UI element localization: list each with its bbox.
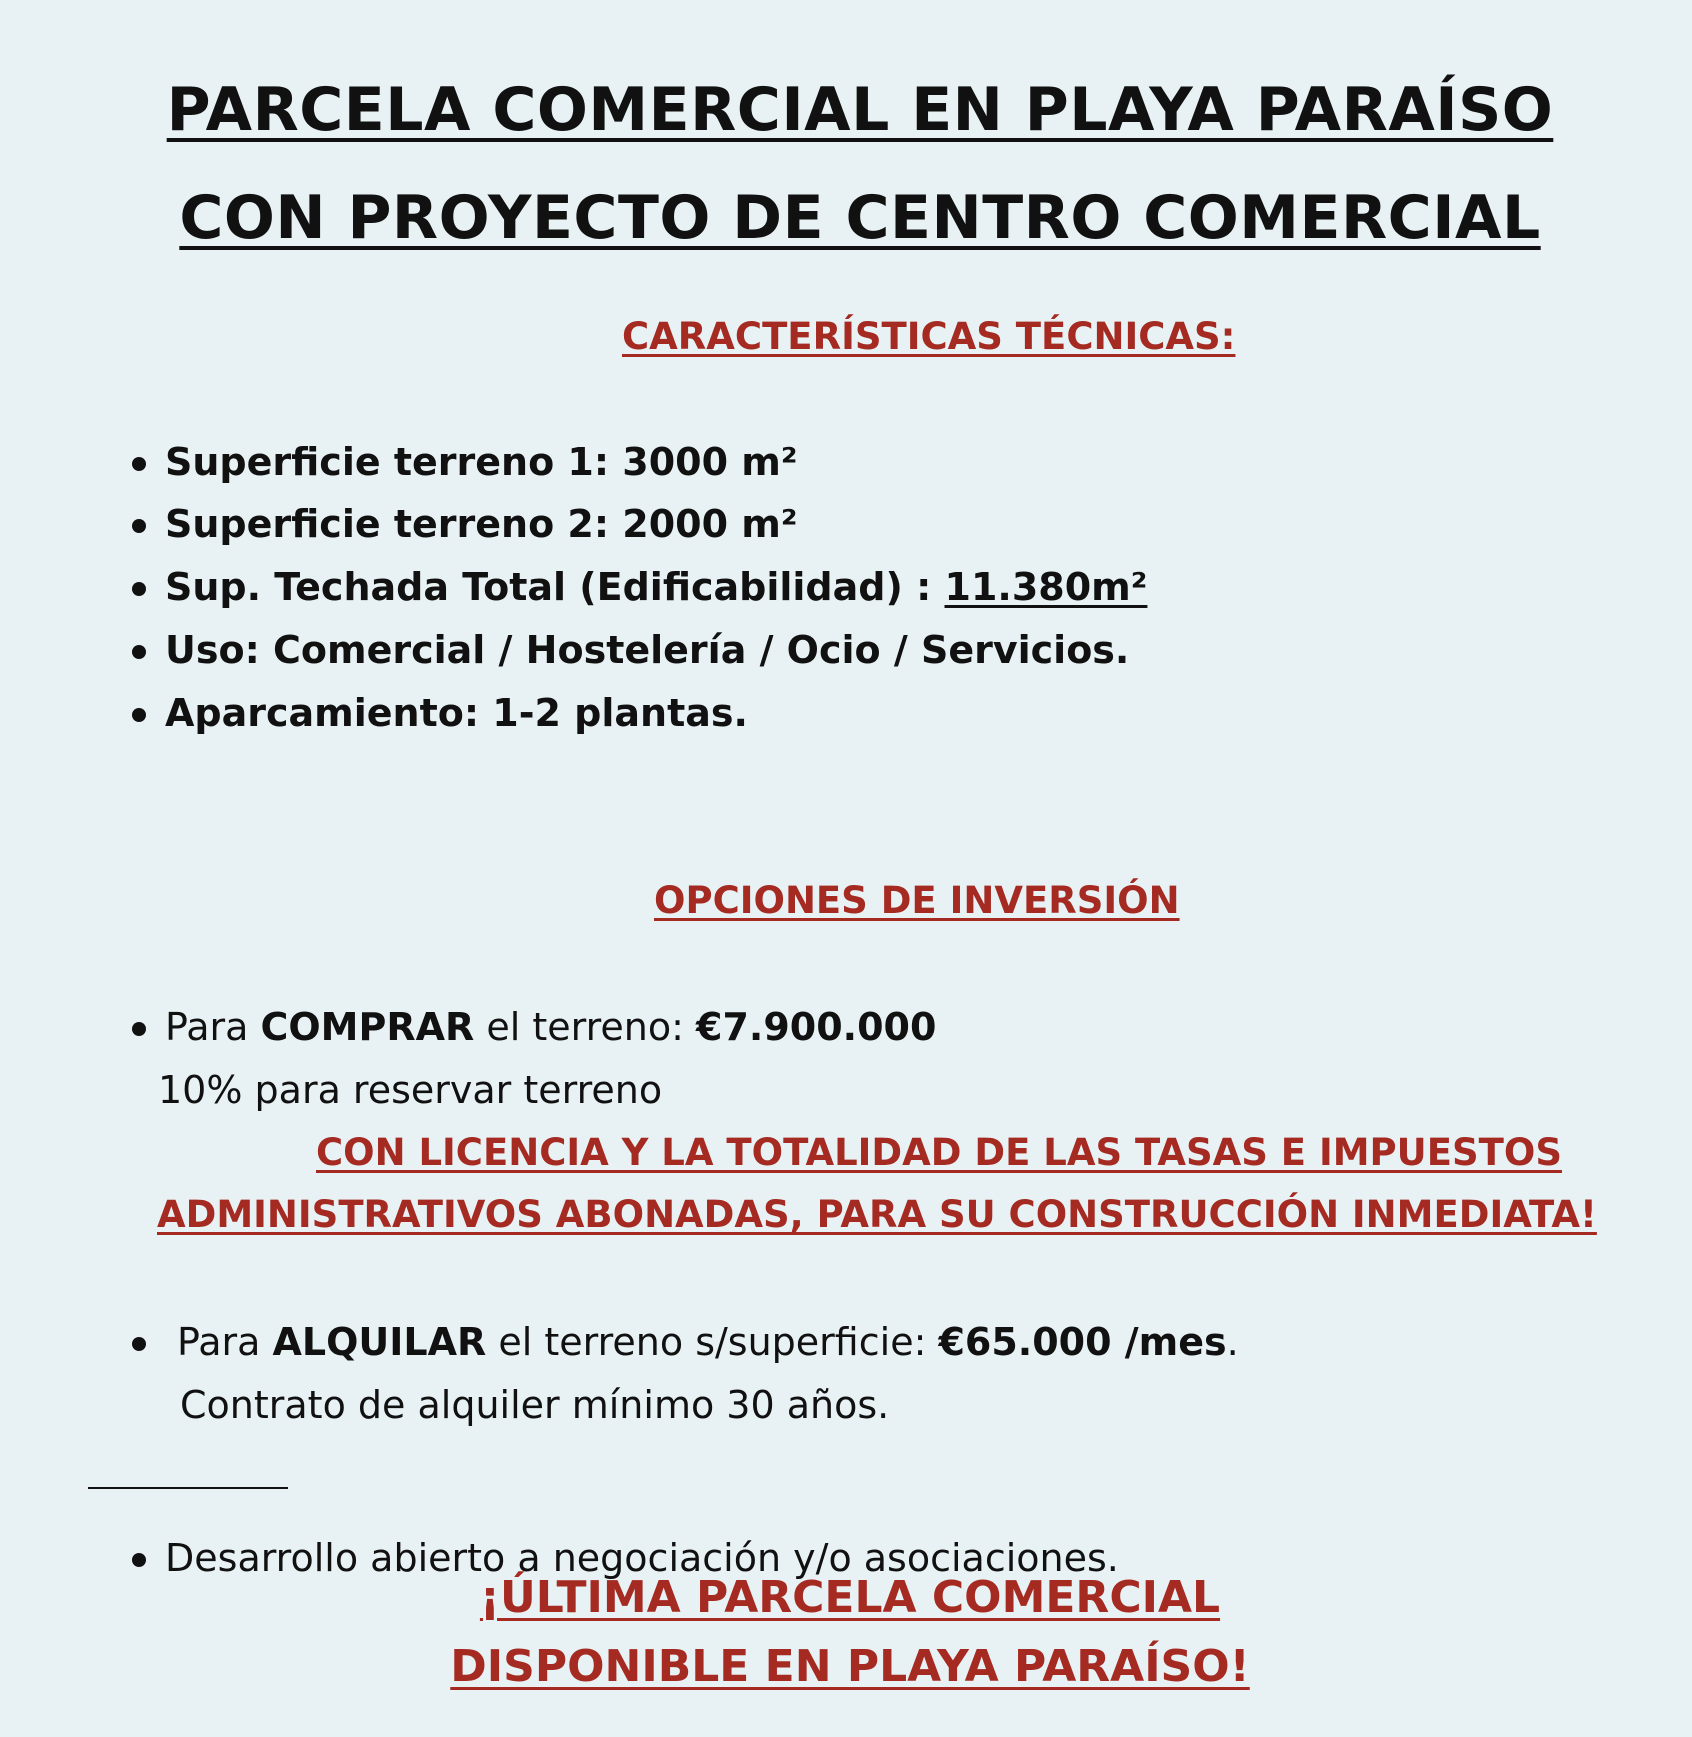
rent-action: ALQUILAR — [272, 1320, 487, 1364]
negotiation-item: Desarrollo abierto a negociación y/o asociaciones. — [165, 1536, 1119, 1580]
buy-reservation-note: 10% para reservar terreno — [158, 1068, 663, 1112]
buy-price: €7.900.000 — [696, 1005, 937, 1049]
rent-option — [177, 1318, 1239, 1366]
buy-middle: el terreno: — [474, 1005, 696, 1049]
bullet-icon — [132, 1553, 146, 1567]
rent-contract-note: Contrato de alquiler mínimo 30 años. — [180, 1383, 890, 1427]
rent-middle: el terreno s/superficie: — [486, 1320, 939, 1364]
license-notice-line-2: ADMINISTRATIVOS ABONADAS, PARA SU CONSTRUCCIÓN INMEDIATA! — [157, 1193, 1597, 1236]
buy-option — [165, 1003, 936, 1051]
list-item-uso: Uso: Comercial / Hostelería / Ocio / Servicios. — [165, 628, 1130, 672]
bullet-icon — [132, 708, 146, 722]
final-notice-line-1: ¡ÚLTIMA PARCELA COMERCIAL — [479, 1572, 1221, 1623]
bullet-icon — [132, 1337, 146, 1351]
edificabilidad-label: Sup. Techada Total (Edificabilidad) : — [165, 565, 945, 609]
list-item-edificabilidad — [165, 563, 1147, 611]
investment-heading: OPCIONES DE INVERSIÓN — [654, 879, 1180, 922]
page-title-line-1: PARCELA COMERCIAL EN PLAYA PARAÍSO — [166, 75, 1554, 145]
final-notice-line-2: DISPONIBLE EN PLAYA PARAÍSO! — [450, 1641, 1250, 1692]
rent-price: €65.000 /mes — [938, 1320, 1227, 1364]
bullet-icon — [132, 457, 146, 471]
rent-prefix: Para — [177, 1320, 273, 1364]
bullet-icon — [132, 582, 146, 596]
rent-suffix: . — [1226, 1320, 1239, 1364]
buy-prefix: Para — [165, 1005, 261, 1049]
technical-heading: CARACTERÍSTICAS TÉCNICAS: — [622, 315, 1236, 358]
buy-action: COMPRAR — [260, 1005, 475, 1049]
separator-line — [88, 1487, 288, 1489]
edificabilidad-value: 11.380m² — [944, 565, 1148, 609]
bullet-icon — [132, 1022, 146, 1036]
list-item-aparcamiento: Aparcamiento: 1-2 plantas. — [165, 691, 748, 735]
list-item-superficie-1: Superficie terreno 1: 3000 m² — [165, 440, 798, 484]
list-item-superficie-2: Superficie terreno 2: 2000 m² — [165, 502, 798, 546]
license-notice-line-1: CON LICENCIA Y LA TOTALIDAD DE LAS TASAS E IMPUESTOS — [316, 1131, 1562, 1174]
page-title-line-2: CON PROYECTO DE CENTRO COMERCIAL — [179, 183, 1541, 253]
bullet-icon — [132, 645, 146, 659]
bullet-icon — [132, 519, 146, 533]
